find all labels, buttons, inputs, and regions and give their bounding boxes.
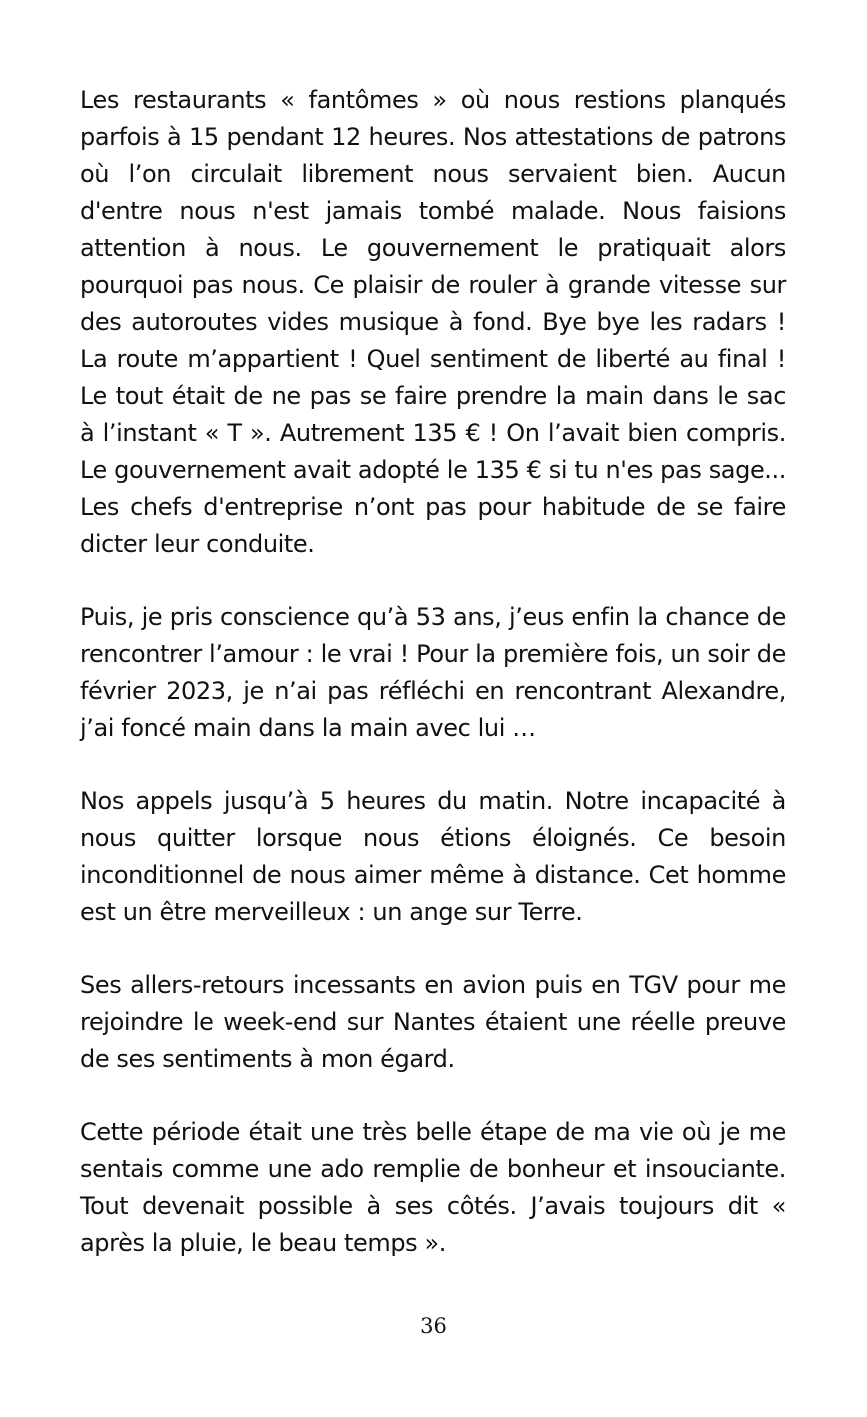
- paragraph-2: Puis, je pris conscience qu’à 53 ans, j’eus enfin la chance de rencontrer l’amour : le vrai ! Pour la première fois, un soir de février 2023, je n’ai pas réfléchi en rencontrant Alexandre, j’ai foncé main dans la main avec lui …: [80, 603, 786, 742]
- paragraph-1: Les restaurants « fantômes » où nous restions planqués parfois à 15 pendant 12 heures. Nos attestations de patrons où l’on circulait librement nous servaient bien. Aucun d'entre nous n'est jamais tombé malade. Nous faisions attention à nous. Le gouvernement le pratiquait alors pourquoi pas nous. Ce plaisir de rouler à grande vitesse sur des autoroutes vides musique à fond. Bye bye les radars ! La route m’appartient ! Quel sentiment de liberté au final ! Le tout était de ne pas se faire prendre la main dans le sac à l’instant « T ». Autrement 135 € ! On l’avait bien compris. Le gouvernement avait adopté le 135 € si tu n'es pas sage... Les chefs d'entreprise n’ont pas pour habitude de se faire dicter leur conduite.: [80, 86, 786, 558]
- paragraph-3: Nos appels jusqu’à 5 heures du matin. Notre incapacité à nous quitter lorsque nous étions éloignés. Ce besoin inconditionnel de nous aimer même à distance. Cet homme est un être merveilleux : un ange sur Terre.: [80, 787, 786, 926]
- paragraph-4: Ses allers-retours incessants en avion puis en TGV pour me rejoindre le week-end sur Nantes étaient une réelle preuve de ses sentiments à mon égard.: [80, 971, 786, 1073]
- text-body: [80, 82, 786, 1298]
- page-number: 36: [420, 1314, 447, 1338]
- paragraph-5: Cette période était une très belle étape de ma vie où je me sentais comme une ado remplie de bonheur et insouciante. Tout devenait possible à ses côtés. J’avais toujours dit « après la pluie, le beau temps ».: [80, 1118, 786, 1257]
